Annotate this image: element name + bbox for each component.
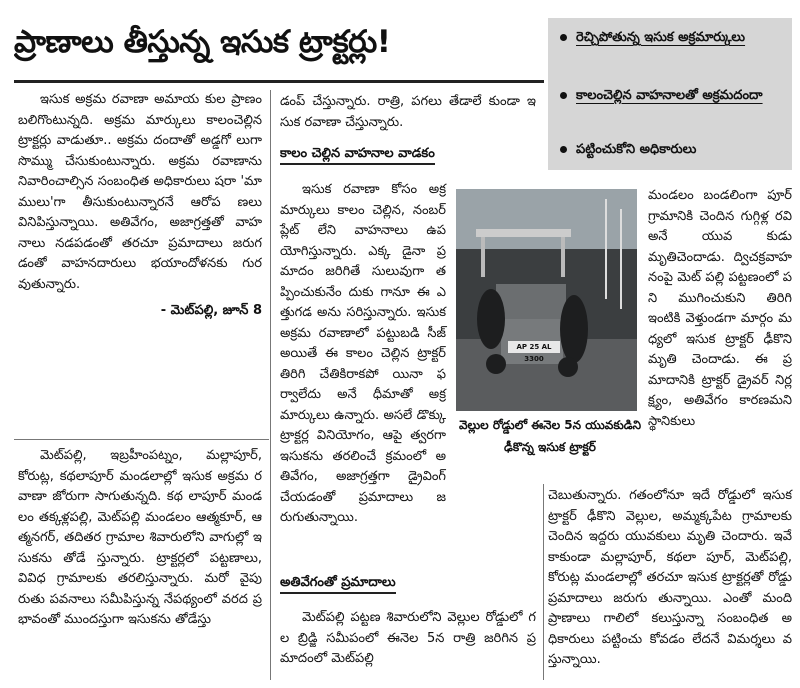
page-title: ప్రాణాలు తీస్తున్న ఇసుక ట్రాక్టర్లు! — [14, 24, 391, 60]
highlight-item — [560, 136, 788, 163]
photo-caption: వెల్లుల రోడ్డులో ఈనెల 5న యువకుడిని ఢీకొన్న ఇసుక ట్రాక్టర్ — [458, 418, 642, 454]
headline-rule — [14, 80, 544, 83]
body-paragraph: మెట్‌పల్లి, ఇబ్రహీంపట్నం, మల్లాపూర్, కోరుట్ల, కథలాపూర్ మండలాల్లో ఇసుక అక్రమ రవాణా జోరుగా సాగుతున్నది. కథ లాపూర్ మండలం తక్కళ్లపల్లి, మెట్‌పల్లి మండలం ఆత్మకూర్, ఆత్మనగర్, తదితర గ్రామాల శివారులోని వాగుల్లో ఇసుకను తోడే స్తున్నారు. ట్రాక్టర్లలో పట్టణాలు, వివిధ గ్రామాలకు తరలిస్తున్నారు. మరో వైపు రుతు పవనాలు సమీపిస్తున్న నేపథ్యంలో వరద ప్రభావంతో ముందస్తుగా ఇసుకను తోడేస్తు — [18, 448, 262, 627]
highlight-text: కాలంచెల్లిన వాహనాలతో అక్రమదందా — [576, 88, 763, 103]
subheading-old-vehicles — [280, 143, 540, 165]
bullet-icon — [560, 146, 567, 153]
body-paragraph: ఇసుక రవాణా కోసం అక్ర మార్కులు కాలం చెల్లిన, నంబర్ ప్లేట్ లేని వాహనాలు ఉపయోగిస్తున్నారు. ఎక్క డైనా ప్రమాదం జరిగితే సులువుగా తప్పించుకునేం దుకు గానూ ఈ ఎత్తుగడ అను సరిస్తున్నారు. ఇసుక అక్రమ రవాణాలో పట్టుబడి సీజ్ అయితే ఈ కాలం చెల్లిన ట్రాక్టర్ తిరిగి చేతికిరాకపో యినా ఫర్వాలేదు అనే ధీమాతో అక్రమార్కులు ఉన్నారు. అసలే డొక్కు ట్రాక్టర్ల వినియోగం, ఆపై త్వరగా ఇసుకను తరలించే క్రమంలో అతివేగం, అజాగ్రత్తగా డ్రైవింగ్ చేయడంతో ప్రమాదాలు జరుగుతున్నాయి. — [280, 182, 446, 525]
column-3-bottom — [548, 486, 792, 671]
tractor-photo-graphic — [456, 189, 637, 411]
bullet-icon — [560, 92, 567, 99]
body-paragraph: చెబుతున్నారు. గతంలోనూ ఇదే రోడ్డులో ఇసుక ట్రాక్టర్ ఢీకొని వెల్లుల, అమ్మక్కపేట గ్రామాలకు చెందిన ఇద్దరు యువకులు మృతి చెందారు. ఇవే కాకుండా మల్లాపూర్, కథలా పూర్, మెట్‌పల్లి, కోరుట్ల మండలాల్లో తరచూ ఇసుక ట్రాక్టర్లతో రోడ్డు ప్రమాదాలు జరుగు తున్నాయి. ఎంతో మంది ప్రాణాలు గాలిలో కలుస్తున్నా సంబంధిత అధికారులు పట్టించు కోవడం లేదనే విమర్శలు వస్తున్నాయి. — [548, 488, 792, 667]
column-divider — [270, 90, 271, 680]
highlight-item — [560, 82, 788, 109]
highlight-text: రెచ్చిపోతున్న ఇసుక అక్రమార్కులు — [576, 30, 746, 45]
column-1-body — [18, 446, 262, 631]
column-3-top — [648, 186, 792, 432]
column-2-body-narrow — [280, 180, 446, 529]
column-2-bottom — [280, 608, 536, 670]
body-paragraph: మెట్‌పల్లి పట్టణ శివారులోని వెల్లుల రోడ్డులో గల బ్రిడ్జి సమీపంలో ఈనెల 5న రాత్రి జరిగిన ప్రమాదంలో మెట్‌పల్లి — [280, 610, 536, 666]
dateline: - మెట్‌పల్లి, జూన్ 8 — [160, 303, 262, 318]
highlights-box — [548, 18, 792, 170]
intro-paragraph: ఇసుక అక్రమ రవాణా అమాయ కుల ప్రాణం బలిగొంటున్నది. అక్రమ మార్కులు కాలంచెల్లిన ట్రాక్టర్లు వాడుతూ.. అక్రమ దందాతో అడ్డగో లుగా సొమ్ము చేసుకుంటున్నారు. అక్రమ రవాణాను నివారించాల్సిన సంబంధిత అధికారులు షరా 'మా ములు'గా తీసుకుంటున్నారనే ఆరోప ణలు వినిపిస్తున్నాయి. అతివేగం, అజాగ్రత్తతో వాహనాలు నడపడంతో తరచూ ప్రమాదాలు జరుగడంతో వాహనదారులు భయాందోళనకు గురవుతున్నారు. — [18, 92, 262, 292]
license-plate: AP 25 AL 3300 — [516, 343, 552, 363]
highlight-item — [560, 24, 788, 51]
tractor-photo — [456, 189, 637, 411]
body-paragraph: డంప్ చేస్తున్నారు. రాత్రి, పగలు తేడాలే కుండా ఇసుక రవాణా చేస్తున్నారు. — [280, 94, 536, 130]
bullet-icon — [560, 34, 567, 41]
subheading-text: అతివేగంతో ప్రమాదాలు — [280, 575, 396, 594]
column-1-intro — [18, 90, 262, 322]
body-paragraph: మండలం బండలింగా పూర్ గ్రామానికి చెందిన గుగ్గిళ్ల రవి అనే యువ కుడు మృతిచెందాడు. ద్విచక్రవాహనంపై మెట్ పల్లి పట్టణంలో పని ముగించుకుని తిరిగి ఇంటికి వెళ్తుండగా మార్గం మధ్యలో ఇసుక ట్రాక్టర్ ఢీకొని మృతి చెందాడు. ఈ ప్రమాదానికి ట్రాక్టర్ డ్రైవర్ నిర్లక్ష్యం, అతివేగం కారణమని స్థానికులు — [648, 188, 792, 429]
column-1-divider — [14, 439, 269, 440]
column-2-top — [280, 92, 536, 133]
column-divider — [543, 484, 544, 680]
subheading-speed-accidents — [280, 572, 540, 594]
highlight-text: పట్టించుకోని అధికారులు — [576, 142, 697, 157]
subheading-text: కాలం చెల్లిన వాహనాల వాడకం — [280, 146, 435, 165]
